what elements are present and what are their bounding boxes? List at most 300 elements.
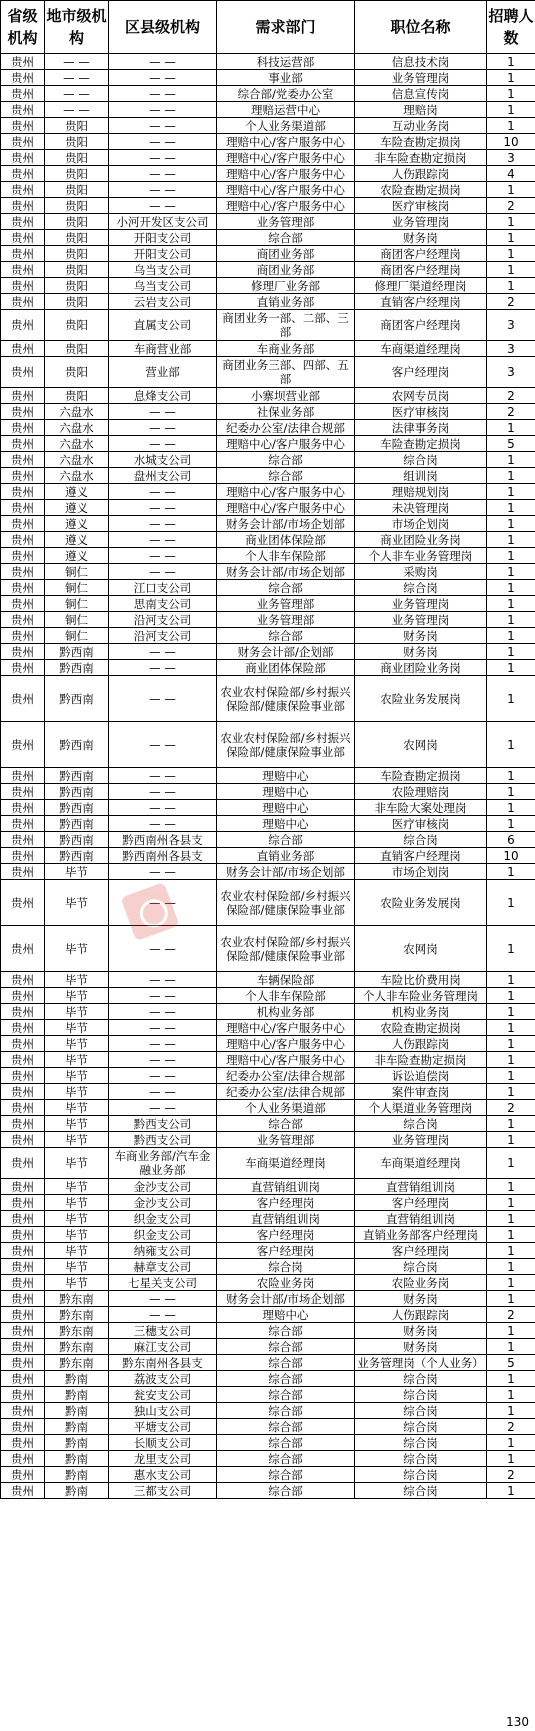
cell-city: 毕节 — [45, 1227, 109, 1243]
cell-department: 个人非车保险部 — [217, 548, 355, 564]
cell-headcount: 1 — [487, 1483, 535, 1499]
cell-headcount: 1 — [487, 214, 535, 230]
cell-city: 毕节 — [45, 972, 109, 988]
table-row — [1, 644, 535, 660]
cell-position: 组训岗 — [355, 468, 487, 484]
table-row — [1, 1211, 535, 1227]
cell-department: 综合部 — [217, 230, 355, 246]
table-row — [1, 1132, 535, 1148]
table-row — [1, 246, 535, 262]
table-row — [1, 1068, 535, 1084]
cell-county: — — — [109, 182, 217, 198]
cell-province: 贵州 — [1, 1403, 45, 1419]
table-body — [1, 54, 535, 1499]
table-row — [1, 516, 535, 532]
table-row — [1, 564, 535, 580]
cell-city: 黔南 — [45, 1403, 109, 1419]
cell-province: 贵州 — [1, 102, 45, 118]
cell-position: 非车险大案处理岗 — [355, 800, 487, 816]
cell-headcount: 2 — [487, 1419, 535, 1435]
table-row — [1, 70, 535, 86]
cell-province: 贵州 — [1, 722, 45, 768]
cell-province: 贵州 — [1, 832, 45, 848]
cell-department: 综合部 — [217, 628, 355, 644]
cell-city: 毕节 — [45, 1100, 109, 1116]
cell-province: 贵州 — [1, 926, 45, 972]
cell-province: 贵州 — [1, 357, 45, 388]
cell-province: 贵州 — [1, 1243, 45, 1259]
cell-position: 采购岗 — [355, 564, 487, 580]
cell-province: 贵州 — [1, 1371, 45, 1387]
cell-city: 遵义 — [45, 516, 109, 532]
cell-county: 思南支公司 — [109, 596, 217, 612]
cell-county: 盘州支公司 — [109, 468, 217, 484]
table-row — [1, 388, 535, 404]
cell-position: 商业团险业务岗 — [355, 532, 487, 548]
cell-position: 理赔规划岗 — [355, 484, 487, 500]
cell-position: 个人非车业务管理岗 — [355, 548, 487, 564]
cell-department: 综合部 — [217, 1403, 355, 1419]
table-row — [1, 118, 535, 134]
cell-position: 人伤跟踪岗 — [355, 1307, 487, 1323]
cell-city: 贵阳 — [45, 182, 109, 198]
table-row — [1, 1179, 535, 1195]
cell-headcount: 1 — [487, 1451, 535, 1467]
cell-department: 综合部 — [217, 1435, 355, 1451]
cell-headcount: 1 — [487, 784, 535, 800]
cell-province: 贵州 — [1, 294, 45, 310]
cell-headcount: 1 — [487, 722, 535, 768]
cell-department: 综合部 — [217, 1387, 355, 1403]
cell-headcount: 1 — [487, 1068, 535, 1084]
cell-position: 业务管理岗 — [355, 596, 487, 612]
table-row — [1, 1387, 535, 1403]
cell-city: 遵义 — [45, 532, 109, 548]
cell-department: 小寨坝营业部 — [217, 388, 355, 404]
header-province: 省级机构 — [1, 1, 45, 54]
header-county: 区县级机构 — [109, 1, 217, 54]
cell-department: 财务会计部/市场企划部 — [217, 864, 355, 880]
table-row — [1, 1243, 535, 1259]
cell-headcount: 1 — [487, 1036, 535, 1052]
cell-headcount: 1 — [487, 1403, 535, 1419]
cell-county: — — — [109, 1100, 217, 1116]
cell-position: 农险业务岗 — [355, 1275, 487, 1291]
cell-city: 黔南 — [45, 1451, 109, 1467]
cell-city: 黔西南 — [45, 800, 109, 816]
cell-city: — — — [45, 54, 109, 70]
cell-province: 贵州 — [1, 548, 45, 564]
cell-county: — — — [109, 660, 217, 676]
cell-province: 贵州 — [1, 628, 45, 644]
cell-province: 贵州 — [1, 230, 45, 246]
cell-county: 龙里支公司 — [109, 1451, 217, 1467]
cell-position: 客户经理岗 — [355, 1195, 487, 1211]
cell-headcount: 1 — [487, 972, 535, 988]
cell-province: 贵州 — [1, 660, 45, 676]
cell-headcount: 1 — [487, 262, 535, 278]
cell-department: 农业农村保险部/乡村振兴保险部/健康保险事业部 — [217, 676, 355, 722]
cell-headcount: 1 — [487, 1020, 535, 1036]
cell-department: 综合部 — [217, 1371, 355, 1387]
cell-department: 理赔中心/客户服务中心 — [217, 1052, 355, 1068]
cell-department: 商业团体保险部 — [217, 660, 355, 676]
cell-position: 直销业务部客户经理岗 — [355, 1227, 487, 1243]
cell-headcount: 3 — [487, 310, 535, 341]
cell-city: 黔南 — [45, 1483, 109, 1499]
cell-position: 农险理赔岗 — [355, 784, 487, 800]
cell-department: 个人非车保险部 — [217, 988, 355, 1004]
cell-city: 六盘水 — [45, 420, 109, 436]
cell-city: 遵义 — [45, 548, 109, 564]
cell-county: 息烽支公司 — [109, 388, 217, 404]
cell-headcount: 1 — [487, 1387, 535, 1403]
cell-province: 贵州 — [1, 134, 45, 150]
cell-position: 法律事务岗 — [355, 420, 487, 436]
cell-headcount: 1 — [487, 1323, 535, 1339]
cell-city: 六盘水 — [45, 468, 109, 484]
cell-headcount: 1 — [487, 1004, 535, 1020]
cell-province: 贵州 — [1, 420, 45, 436]
cell-department: 业务管理部 — [217, 1132, 355, 1148]
cell-headcount: 1 — [487, 532, 535, 548]
cell-position: 农险查勘定损岗 — [355, 1020, 487, 1036]
cell-county: 三都支公司 — [109, 1483, 217, 1499]
cell-department: 财务会计部/市场企划部 — [217, 516, 355, 532]
cell-city: 毕节 — [45, 1052, 109, 1068]
cell-department: 财务会计部/市场企划部 — [217, 564, 355, 580]
cell-position: 医疗审核岗 — [355, 404, 487, 420]
cell-city: 贵阳 — [45, 294, 109, 310]
cell-county: 小河开发区支公司 — [109, 214, 217, 230]
cell-headcount: 1 — [487, 452, 535, 468]
cell-position: 商业团险业务岗 — [355, 660, 487, 676]
cell-position: 财务岗 — [355, 644, 487, 660]
cell-position: 个人渠道业务管理岗 — [355, 1100, 487, 1116]
table-row — [1, 1291, 535, 1307]
cell-city: 贵阳 — [45, 230, 109, 246]
cell-department: 理赔中心/客户服务中心 — [217, 198, 355, 214]
cell-headcount: 1 — [487, 1291, 535, 1307]
cell-county: — — — [109, 800, 217, 816]
cell-headcount: 1 — [487, 580, 535, 596]
cell-province: 贵州 — [1, 404, 45, 420]
cell-position: 农网岗 — [355, 926, 487, 972]
table-row — [1, 1323, 535, 1339]
cell-headcount: 2 — [487, 1467, 535, 1483]
cell-county: — — — [109, 1291, 217, 1307]
cell-county: — — — [109, 500, 217, 516]
cell-headcount: 1 — [487, 644, 535, 660]
cell-province: 贵州 — [1, 310, 45, 341]
cell-department: 综合部 — [217, 1451, 355, 1467]
cell-city: 贵阳 — [45, 134, 109, 150]
cell-city: 贵阳 — [45, 198, 109, 214]
cell-department: 理赔中心/客户服务中心 — [217, 182, 355, 198]
cell-position: 车险比价费用岗 — [355, 972, 487, 988]
table-row — [1, 500, 535, 516]
cell-department: 综合部 — [217, 1116, 355, 1132]
cell-province: 贵州 — [1, 816, 45, 832]
cell-department: 车商业务部 — [217, 341, 355, 357]
cell-city: 黔南 — [45, 1387, 109, 1403]
cell-headcount: 1 — [487, 278, 535, 294]
cell-department: 财务会计部/市场企划部 — [217, 1291, 355, 1307]
cell-county: 黔西南州各县支 — [109, 832, 217, 848]
header-city: 地市级机构 — [45, 1, 109, 54]
cell-province: 贵州 — [1, 1211, 45, 1227]
cell-city: 黔西南 — [45, 676, 109, 722]
cell-county: 云岩支公司 — [109, 294, 217, 310]
cell-city: — — — [45, 70, 109, 86]
cell-province: 贵州 — [1, 1451, 45, 1467]
table-row — [1, 596, 535, 612]
cell-province: 贵州 — [1, 278, 45, 294]
cell-province: 贵州 — [1, 1068, 45, 1084]
cell-position: 业务管理岗 — [355, 612, 487, 628]
cell-department: 综合部 — [217, 468, 355, 484]
cell-position: 信息宣传岗 — [355, 86, 487, 102]
cell-headcount: 1 — [487, 548, 535, 564]
cell-department: 个人业务渠道部 — [217, 1100, 355, 1116]
cell-county: — — — [109, 784, 217, 800]
cell-position: 农险查勘定损岗 — [355, 182, 487, 198]
table-row — [1, 784, 535, 800]
cell-department: 理赔中心 — [217, 816, 355, 832]
cell-position: 农网专员岗 — [355, 388, 487, 404]
cell-city: 黔东南 — [45, 1291, 109, 1307]
cell-position: 综合岗 — [355, 1403, 487, 1419]
table-row — [1, 1355, 535, 1371]
cell-department: 商团业务一部、二部、三部 — [217, 310, 355, 341]
cell-position: 综合岗 — [355, 1467, 487, 1483]
table-row — [1, 1148, 535, 1179]
cell-headcount: 1 — [487, 1227, 535, 1243]
cell-county: 金沙支公司 — [109, 1179, 217, 1195]
cell-county: 乌当支公司 — [109, 278, 217, 294]
cell-headcount: 1 — [487, 1052, 535, 1068]
cell-city: 黔西南 — [45, 644, 109, 660]
table-row — [1, 134, 535, 150]
table-header-row — [1, 1, 535, 54]
cell-department: 车商渠道经理岗 — [217, 1148, 355, 1179]
cell-city: 毕节 — [45, 1084, 109, 1100]
cell-position: 财务岗 — [355, 1291, 487, 1307]
cell-county: — — — [109, 972, 217, 988]
cell-headcount: 1 — [487, 500, 535, 516]
cell-county: — — — [109, 676, 217, 722]
cell-province: 贵州 — [1, 1307, 45, 1323]
cell-county: 江口支公司 — [109, 580, 217, 596]
cell-county: 车商营业部 — [109, 341, 217, 357]
cell-position: 综合岗 — [355, 1387, 487, 1403]
table-row — [1, 1403, 535, 1419]
cell-city: 黔西南 — [45, 722, 109, 768]
cell-headcount: 2 — [487, 294, 535, 310]
cell-position: 农险业务发展岗 — [355, 676, 487, 722]
cell-department: 综合部 — [217, 1323, 355, 1339]
cell-province: 贵州 — [1, 468, 45, 484]
cell-city: 六盘水 — [45, 436, 109, 452]
cell-city: 毕节 — [45, 1259, 109, 1275]
cell-city: 毕节 — [45, 1275, 109, 1291]
cell-position: 农险业务发展岗 — [355, 880, 487, 926]
cell-city: 贵阳 — [45, 262, 109, 278]
cell-city: 贵阳 — [45, 310, 109, 341]
cell-department: 纪委办公室/法律合规部 — [217, 1084, 355, 1100]
cell-position: 修理厂渠道经理岗 — [355, 278, 487, 294]
cell-county: — — — [109, 864, 217, 880]
cell-department: 修理厂业务部 — [217, 278, 355, 294]
cell-city: 贵阳 — [45, 166, 109, 182]
cell-position: 商团客户经理岗 — [355, 310, 487, 341]
cell-headcount: 1 — [487, 988, 535, 1004]
cell-position: 综合岗 — [355, 1371, 487, 1387]
cell-department: 农险业务岗 — [217, 1275, 355, 1291]
cell-city: 毕节 — [45, 1116, 109, 1132]
cell-department: 商业团体保险部 — [217, 532, 355, 548]
cell-county: 惠水支公司 — [109, 1467, 217, 1483]
page-number: 130 — [506, 1715, 529, 1729]
cell-province: 贵州 — [1, 1227, 45, 1243]
cell-headcount: 1 — [487, 1195, 535, 1211]
cell-city: 毕节 — [45, 1036, 109, 1052]
cell-county: — — — [109, 548, 217, 564]
cell-headcount: 6 — [487, 832, 535, 848]
header-position: 职位名称 — [355, 1, 487, 54]
cell-province: 贵州 — [1, 580, 45, 596]
cell-county: 黔西支公司 — [109, 1116, 217, 1132]
cell-city: 贵阳 — [45, 150, 109, 166]
cell-department: 综合部 — [217, 1467, 355, 1483]
table-row — [1, 468, 535, 484]
cell-city: 六盘水 — [45, 452, 109, 468]
table-row — [1, 800, 535, 816]
cell-department: 业务管理部 — [217, 596, 355, 612]
cell-headcount: 1 — [487, 800, 535, 816]
cell-province: 贵州 — [1, 1435, 45, 1451]
cell-department: 理赔中心/客户服务中心 — [217, 166, 355, 182]
cell-province: 贵州 — [1, 86, 45, 102]
table-row — [1, 848, 535, 864]
cell-county: 沿河支公司 — [109, 612, 217, 628]
header-headcount: 招聘人数 — [487, 1, 535, 54]
table-row — [1, 1100, 535, 1116]
cell-province: 贵州 — [1, 972, 45, 988]
cell-headcount: 1 — [487, 596, 535, 612]
cell-city: 毕节 — [45, 988, 109, 1004]
cell-province: 贵州 — [1, 612, 45, 628]
cell-headcount: 1 — [487, 1243, 535, 1259]
cell-county: — — — [109, 988, 217, 1004]
cell-city: 铜仁 — [45, 628, 109, 644]
cell-city: 毕节 — [45, 1195, 109, 1211]
table-row — [1, 54, 535, 70]
cell-department: 业务管理部 — [217, 214, 355, 230]
cell-position: 综合岗 — [355, 1435, 487, 1451]
cell-position: 医疗审核岗 — [355, 198, 487, 214]
cell-position: 商团客户经理岗 — [355, 246, 487, 262]
cell-county: 开阳支公司 — [109, 246, 217, 262]
cell-county: — — — [109, 768, 217, 784]
table-row — [1, 341, 535, 357]
cell-position: 直营销组训岗 — [355, 1211, 487, 1227]
cell-headcount: 1 — [487, 54, 535, 70]
table-row — [1, 420, 535, 436]
cell-headcount: 1 — [487, 118, 535, 134]
cell-position: 非车险查勘定损岗 — [355, 1052, 487, 1068]
cell-province: 贵州 — [1, 246, 45, 262]
cell-province: 贵州 — [1, 1004, 45, 1020]
cell-position: 综合岗 — [355, 452, 487, 468]
cell-headcount: 1 — [487, 1179, 535, 1195]
cell-headcount: 4 — [487, 166, 535, 182]
table-row — [1, 532, 535, 548]
cell-headcount: 1 — [487, 660, 535, 676]
cell-county: 三穗支公司 — [109, 1323, 217, 1339]
cell-city: 毕节 — [45, 1068, 109, 1084]
cell-headcount: 1 — [487, 1435, 535, 1451]
cell-county: — — — [109, 516, 217, 532]
cell-headcount: 1 — [487, 484, 535, 500]
cell-county: — — — [109, 880, 217, 926]
cell-city: — — — [45, 102, 109, 118]
cell-department: 理赔中心/客户服务中心 — [217, 500, 355, 516]
table-row — [1, 310, 535, 341]
cell-position: 车商渠道经理岗 — [355, 341, 487, 357]
cell-position: 财务岗 — [355, 1323, 487, 1339]
cell-position: 商团客户经理岗 — [355, 262, 487, 278]
table-row — [1, 988, 535, 1004]
cell-city: 毕节 — [45, 1148, 109, 1179]
cell-department: 理赔中心/客户服务中心 — [217, 1020, 355, 1036]
table-row — [1, 198, 535, 214]
cell-headcount: 1 — [487, 628, 535, 644]
cell-headcount: 2 — [487, 388, 535, 404]
cell-headcount: 1 — [487, 1084, 535, 1100]
table-row — [1, 768, 535, 784]
table-row — [1, 1451, 535, 1467]
cell-county: — — — [109, 816, 217, 832]
cell-county: — — — [109, 644, 217, 660]
table-row — [1, 484, 535, 500]
cell-province: 贵州 — [1, 70, 45, 86]
cell-province: 贵州 — [1, 341, 45, 357]
cell-county: 水城支公司 — [109, 452, 217, 468]
cell-department: 农业农村保险部/乡村振兴保险部/健康保险事业部 — [217, 880, 355, 926]
cell-department: 综合部 — [217, 452, 355, 468]
cell-position: 市场企划岗 — [355, 516, 487, 532]
table-row — [1, 926, 535, 972]
cell-position: 综合岗 — [355, 1419, 487, 1435]
cell-province: 贵州 — [1, 768, 45, 784]
cell-city: 毕节 — [45, 1179, 109, 1195]
cell-position: 案件审查岗 — [355, 1084, 487, 1100]
cell-city: 遵义 — [45, 500, 109, 516]
table-row — [1, 1435, 535, 1451]
cell-province: 贵州 — [1, 182, 45, 198]
cell-headcount: 2 — [487, 1100, 535, 1116]
cell-province: 贵州 — [1, 1116, 45, 1132]
cell-city: 毕节 — [45, 1243, 109, 1259]
cell-department: 综合部 — [217, 832, 355, 848]
cell-position: 客户经理岗 — [355, 357, 487, 388]
cell-county: — — — [109, 1084, 217, 1100]
table-row — [1, 86, 535, 102]
cell-department: 综合部 — [217, 1355, 355, 1371]
cell-province: 贵州 — [1, 150, 45, 166]
cell-city: 毕节 — [45, 1004, 109, 1020]
